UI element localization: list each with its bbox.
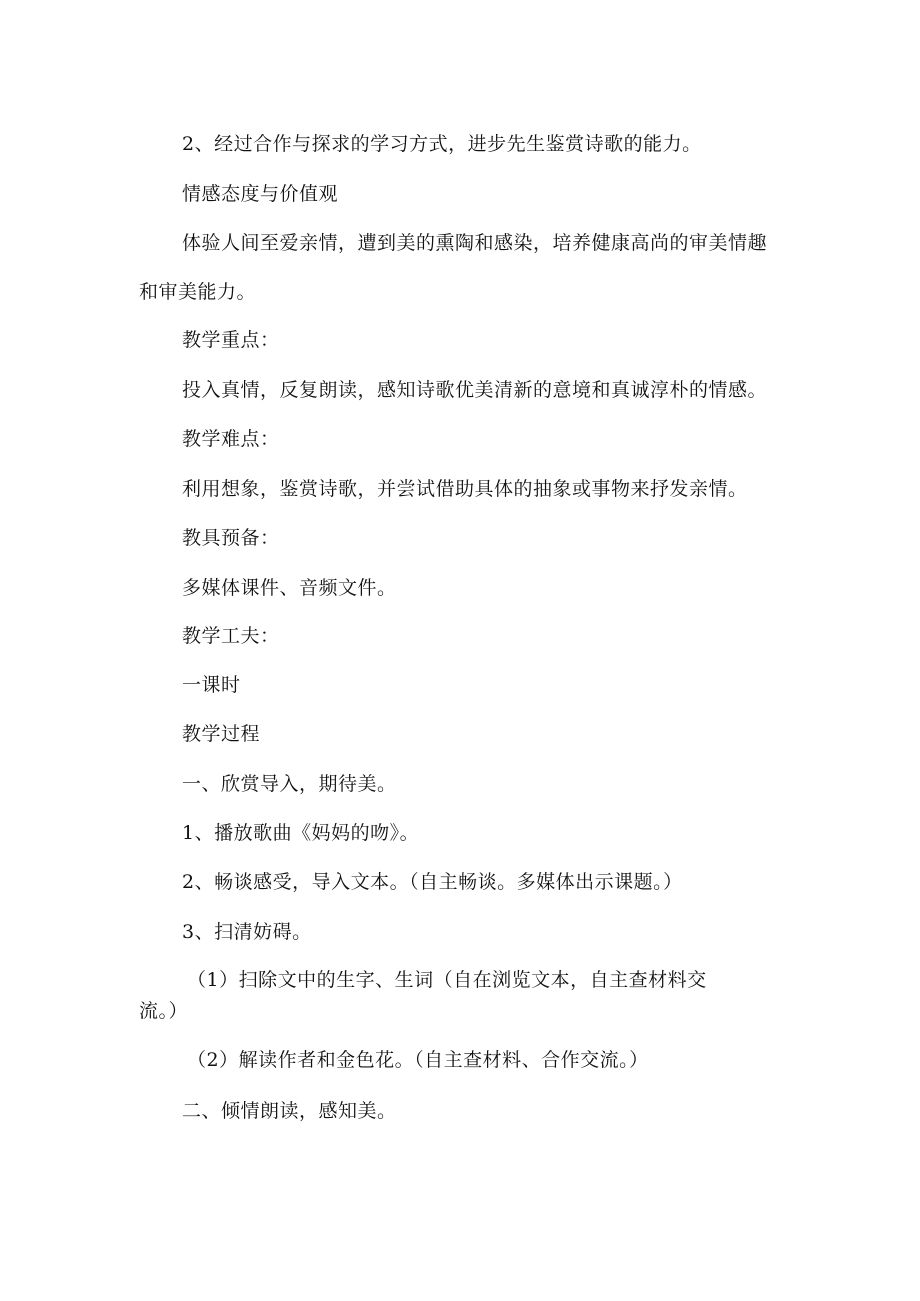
section-heading: 教学重点： xyxy=(182,329,280,351)
text-line: 利用想象，鉴赏诗歌，并尝试借助具体的抽象或事物来抒发亲情。 xyxy=(182,478,748,500)
text-line: 和审美能力。 xyxy=(139,281,257,303)
text-line: 2、畅谈感受，导入文本。（自主畅谈。多媒体出示课题。） xyxy=(182,871,683,893)
section-heading: 教学难点： xyxy=(182,428,280,450)
text-line: 2、经过合作与探求的学习方式，进步先生鉴赏诗歌的能力。 xyxy=(182,133,702,155)
text-line: 一课时 xyxy=(182,674,241,696)
section-heading: 教学过程 xyxy=(182,723,261,745)
text-line: 流。） xyxy=(139,1000,189,1022)
text-line: （1）扫除文中的生字、生词（自在浏览文本，自主查材料交 xyxy=(187,969,707,991)
text-line: 多媒体课件、音频文件。 xyxy=(182,577,397,599)
text-line: （2）解读作者和金色花。（自主查材料、合作交流。） xyxy=(187,1049,649,1071)
text-line: 投入真情，反复朗读，感知诗歌优美清新的意境和真诚淳朴的情感。 xyxy=(182,379,768,401)
text-line: 1、播放歌曲《妈妈的吻》。 xyxy=(182,822,420,844)
text-line: 3、扫清妨碍。 xyxy=(182,921,312,943)
section-heading: 教具预备： xyxy=(182,527,280,549)
text-line: 二、倾情朗读，感知美。 xyxy=(182,1100,397,1122)
section-heading: 情感态度与价值观 xyxy=(182,183,339,205)
text-line: 体验人间至爱亲情，遭到美的熏陶和感染，培养健康高尚的审美情趣 xyxy=(182,232,768,254)
text-line: 一、欣赏导入，期待美。 xyxy=(182,773,397,795)
section-heading: 教学工夫： xyxy=(182,625,280,647)
